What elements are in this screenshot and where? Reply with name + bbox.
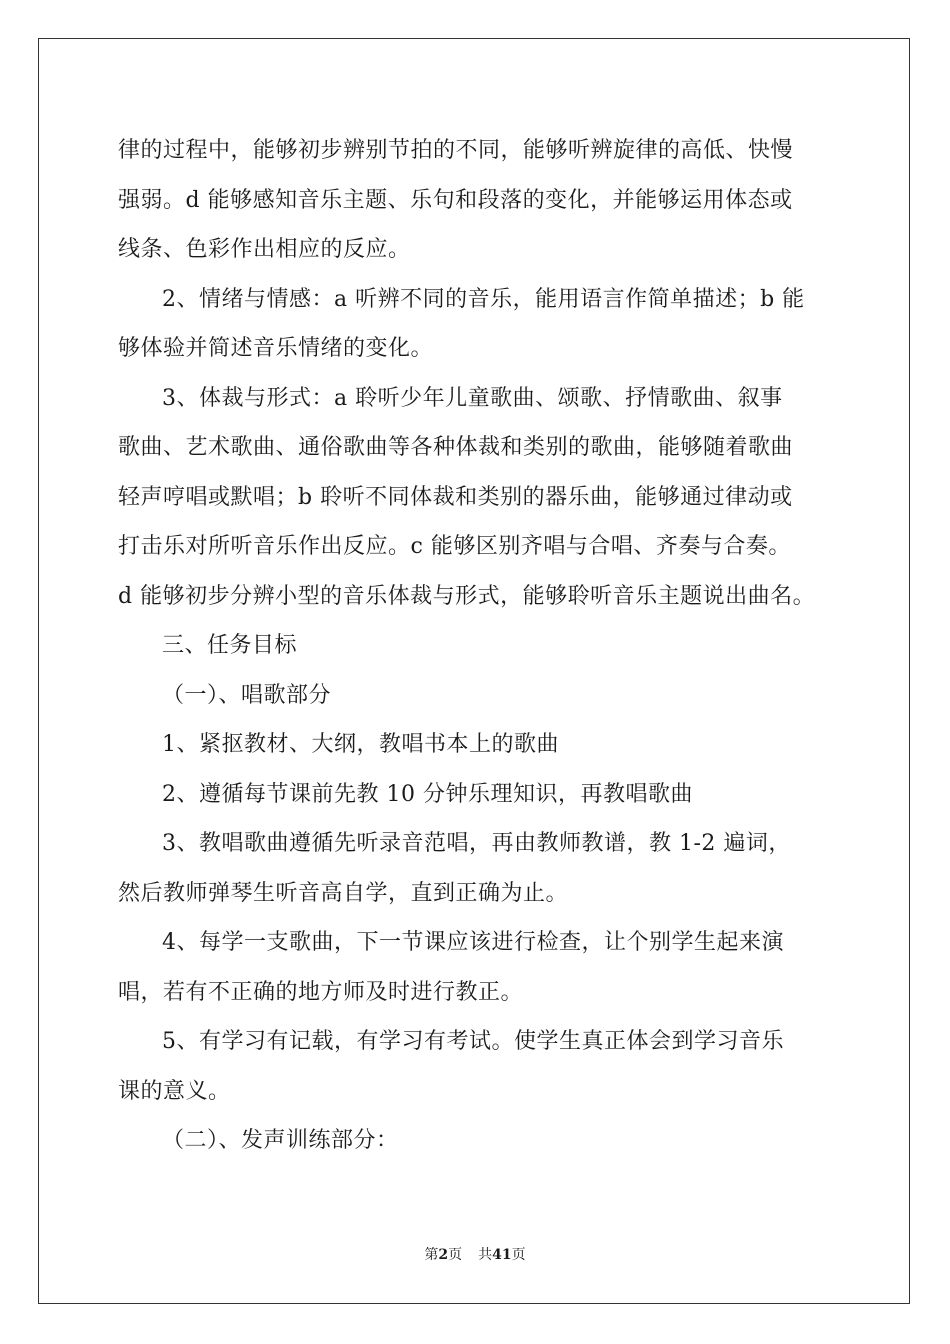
list-item: 4、每学一支歌曲，下一节课应该进行检查，让个别学生起来演 [162, 930, 784, 955]
page-prefix: 第 [424, 1247, 439, 1263]
page-total: 41 [492, 1247, 512, 1263]
page-footer [0, 1245, 950, 1265]
page-number: 2 [438, 1247, 449, 1263]
list-item: 5、有学习有记载，有学习有考试。使学生真正体会到学习音乐 [162, 1029, 784, 1054]
total-suffix: 页 [511, 1247, 526, 1263]
list-item: 1、紧抠教材、大纲，教唱书本上的歌曲 [162, 732, 559, 757]
text-line: 轻声哼唱或默唱；b 聆听不同体裁和类别的器乐曲，能够通过律动或 [118, 484, 793, 510]
list-item: 2、遵循每节课前先教 10 分钟乐理知识，再教唱歌曲 [162, 781, 693, 807]
text-line: 课的意义。 [118, 1078, 231, 1104]
text-line: 强弱。d 能够感知音乐主题、乐句和段落的变化，并能够运用体态或 [118, 187, 793, 213]
list-item: 3、教唱歌曲遵循先听录音范唱，再由教师教谱，教 1-2 遍词， [162, 831, 791, 856]
text-line: 打击乐对所听音乐作出反应。c 能够区别齐唱与合唱、齐奏与合奏。 [118, 534, 791, 559]
paragraph-start-line: 3、体裁与形式：a 聆听少年儿童歌曲、颂歌、抒情歌曲、叙事 [162, 385, 783, 411]
text-line: 然后教师弹琴生听音高自学，直到正确为止。 [118, 880, 569, 906]
total-prefix: 共 [478, 1247, 493, 1263]
document-body [118, 126, 838, 1166]
text-line: d 能够初步分辨小型的音乐体裁与形式，能够聆听音乐主题说出曲名。 [118, 583, 816, 609]
section-heading: 三、任务目标 [162, 633, 298, 658]
subsection-heading: （二）、发声训练部分： [162, 1128, 399, 1153]
text-line: 够体验并简述音乐情绪的变化。 [118, 336, 434, 361]
text-line: 唱，若有不正确的地方师及时进行教正。 [118, 979, 524, 1005]
text-line: 律的过程中，能够初步辨别节拍的不同，能够听辨旋律的高低、快慢 [118, 138, 794, 163]
subsection-heading: （一）、唱歌部分 [162, 682, 332, 708]
text-line: 线条、色彩作出相应的反应。 [118, 237, 411, 262]
text-line: 歌曲、艺术歌曲、通俗歌曲等各种体裁和类别的歌曲，能够随着歌曲 [118, 435, 794, 460]
page-suffix: 页 [448, 1247, 463, 1263]
paragraph-start-line: 2、情绪与情感：a 听辨不同的音乐，能用语言作简单描述；b 能 [162, 286, 805, 312]
